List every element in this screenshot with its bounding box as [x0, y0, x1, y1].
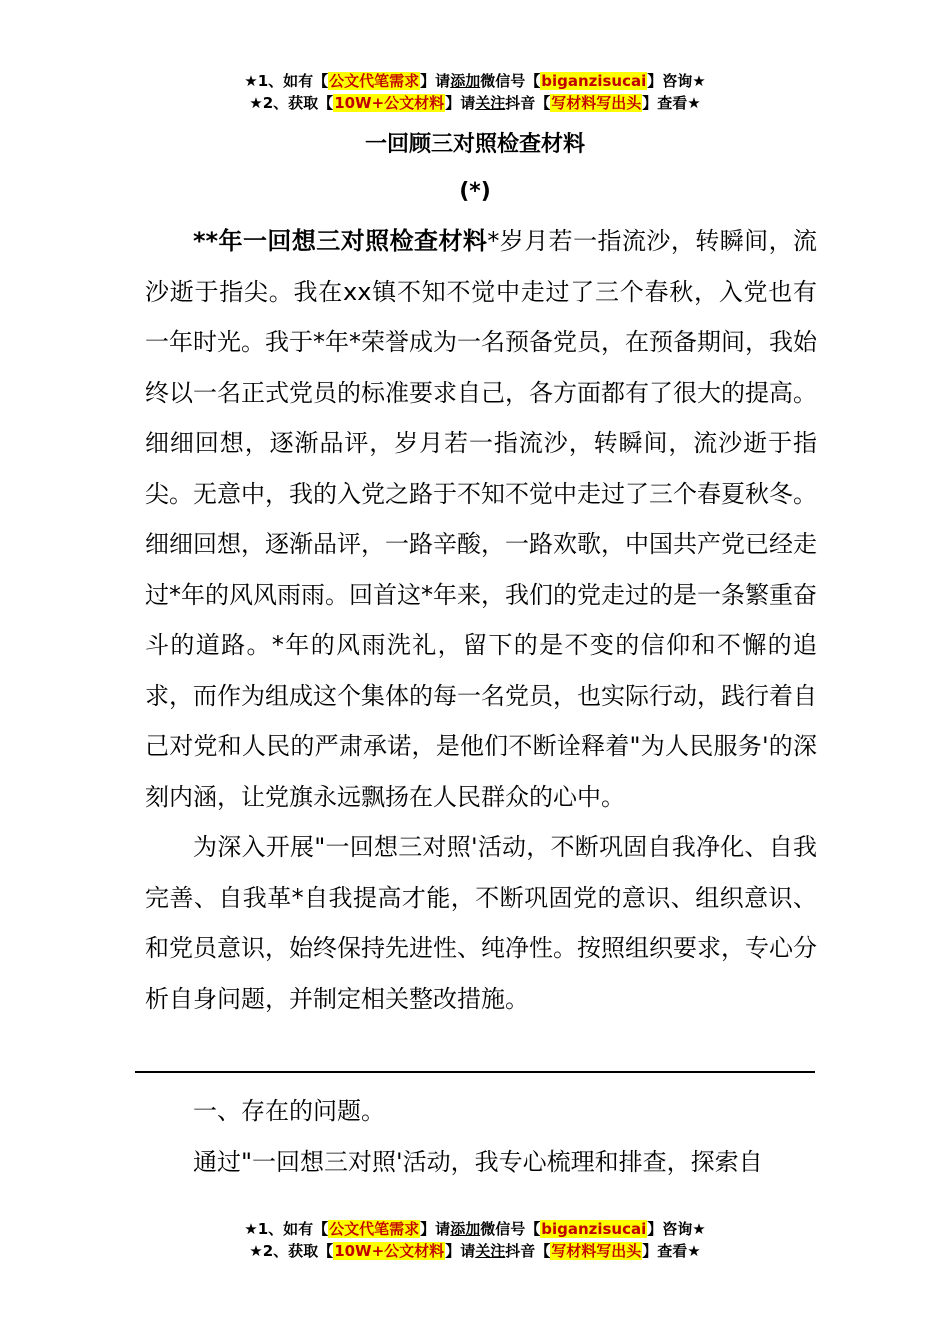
banner-text: ★1、如有【	[244, 72, 329, 90]
paragraph-3: 通过"一回想三对照'活动，我专心梳理和排查，探索自	[193, 1147, 763, 1176]
banner-text: ★2、获取【	[249, 1242, 334, 1260]
section-heading: 一、存在的问题。	[193, 1097, 385, 1125]
banner-highlight: 公文代笔需求	[329, 72, 420, 90]
banner-highlight: biganzisucai	[541, 72, 647, 90]
paragraph-lead: **年一回想三对照检查材料	[193, 227, 488, 255]
banner-text: 】请	[420, 72, 451, 90]
banner-text: 】请	[445, 1242, 476, 1260]
document-body-continued	[145, 1086, 817, 1187]
banner-text: 】请	[445, 94, 476, 112]
banner-text: 抖音【	[505, 1242, 551, 1260]
banner-line-1	[0, 70, 950, 92]
banner-text: ★1、如有【	[244, 1220, 329, 1238]
banner-text: 微信号【	[480, 1220, 541, 1238]
banner-text: 】请	[420, 1220, 451, 1238]
banner-highlight: 写材料写出头	[551, 94, 642, 112]
document-body	[145, 216, 817, 1024]
banner-highlight: 10W+公文材料	[334, 94, 445, 112]
banner-text: 微信号【	[480, 72, 541, 90]
banner-text: ★2、获取【	[249, 94, 334, 112]
banner-highlight: 写材料写出头	[551, 1242, 642, 1260]
document-subtitle: (*)	[459, 179, 491, 204]
footer-banner	[0, 1218, 950, 1262]
header-banner	[0, 70, 950, 114]
banner-text: 】咨询★	[647, 72, 706, 90]
banner-text: 】查看★	[642, 1242, 701, 1260]
banner-underlined: 关注	[475, 94, 506, 112]
document-title: 一回顾三对照检查材料	[364, 132, 585, 157]
banner-text: 抖音【	[505, 94, 551, 112]
banner-underlined: 关注	[475, 1242, 506, 1260]
banner-highlight: 10W+公文材料	[334, 1242, 445, 1260]
banner-underlined: 添加	[450, 72, 481, 90]
page-divider	[135, 1071, 815, 1073]
banner-text: 】咨询★	[647, 1220, 706, 1238]
paragraph-text: *岁月若一指流沙，转瞬间，流沙逝于指尖。我在xx镇不知不觉中走过了三个春秋，入党也有一年时光。我于*年*荣誉成为一名预备党员，在预备期间，我始终以一名正式党员的标准要求自己，各方面都有了很大的提高。细细回想，逐渐品评，岁月若一指流沙，转瞬间，流沙逝于指尖。无意中，我的入党之路于不知不觉中走过了三个春夏秋冬。细细回想，逐渐品评，一路辛酸，一路欢歌，中国共产党已经走过*年的风风雨雨。回首这*年来，我们的党走过的是一条繁重奋斗的道路。*年的风雨洗礼，留下的是不变的信仰和不懈的追求，而作为组成这个集体的每一名党员，也实际行动，践行着自己对党和人民的严肃承诺，是他们不断诠释着"为人民服务'的深刻内涵，让党旗永远飘扬在人民群众的心中。	[145, 227, 818, 811]
banner-line-1	[0, 1218, 950, 1240]
paragraph-2: 为深入开展"一回想三对照'活动，不断巩固自我净化、自我完善、自我革*自我提高才能，不断巩固党的意识、组织意识、和党员意识，始终保持先进性、纯净性。按照组织要求，专心分析自身问题，并制定相关整改措施。	[145, 833, 817, 1013]
banner-text: 】查看★	[642, 94, 701, 112]
banner-line-2	[0, 92, 950, 114]
banner-underlined: 添加	[450, 1220, 481, 1238]
paragraph-1	[145, 216, 817, 822]
banner-line-2	[0, 1240, 950, 1262]
banner-highlight: 公文代笔需求	[329, 1220, 420, 1238]
banner-highlight: biganzisucai	[541, 1220, 647, 1238]
